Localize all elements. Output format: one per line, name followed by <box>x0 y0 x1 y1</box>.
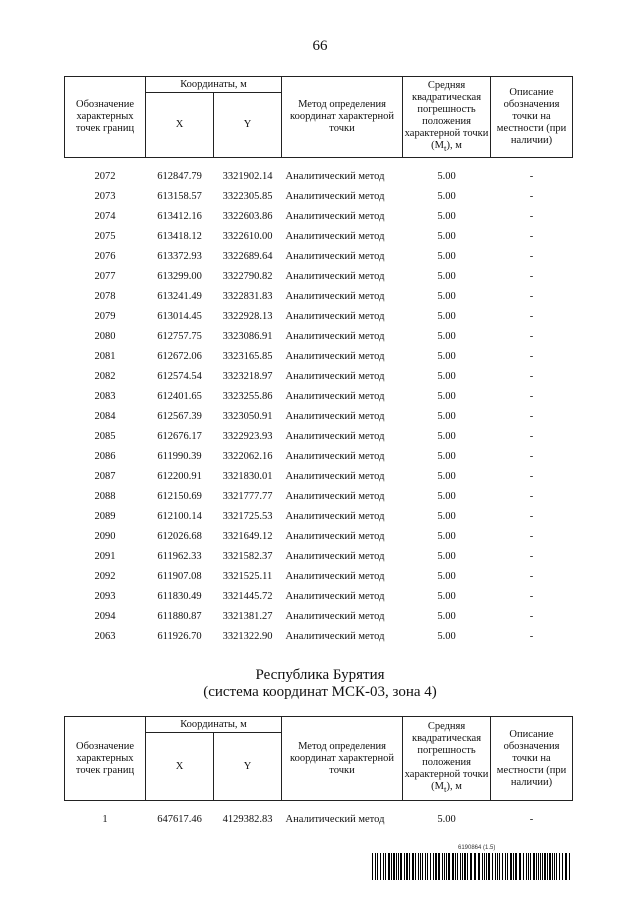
y-cell: 3323165.85 <box>222 351 273 362</box>
barcode-bar <box>540 853 541 880</box>
method-cell: Аналитический метод <box>285 611 385 622</box>
error-cell: 5.00 <box>437 331 456 342</box>
barcode-bar <box>433 853 434 880</box>
spacer-row <box>65 801 573 811</box>
barcode-bar <box>375 853 376 880</box>
y-cell: 3323255.86 <box>222 391 273 402</box>
barcode-bar <box>385 853 386 880</box>
barcode-bar <box>530 853 531 880</box>
method-cell: Аналитический метод <box>285 271 385 282</box>
y-cell: 3323050.91 <box>222 411 273 422</box>
error-cell: 5.00 <box>437 591 456 602</box>
method-cell: Аналитический метод <box>285 331 385 342</box>
y-cell: 3321649.12 <box>222 531 273 542</box>
header-designation: Обозначение характерных точек границ <box>65 77 146 158</box>
description-cell: - <box>529 351 534 362</box>
error-cell: 5.00 <box>437 531 456 542</box>
description-cell: - <box>529 411 534 422</box>
barcode-bar <box>474 853 476 880</box>
error-cell: 5.00 <box>437 611 456 622</box>
page-number: 66 <box>312 38 328 54</box>
description-cell: - <box>529 611 534 622</box>
error-cell: 5.00 <box>437 551 456 562</box>
barcode <box>372 853 572 880</box>
description-cell: - <box>529 171 534 182</box>
x-cell: 612200.91 <box>157 471 202 482</box>
y-cell: 3322603.86 <box>222 211 273 222</box>
barcode-bar <box>372 853 373 880</box>
barcode-bar <box>497 853 498 880</box>
method-cell: Аналитический метод <box>285 371 385 382</box>
point-id-cell: 2082 <box>94 371 116 382</box>
header-y: Y <box>214 93 282 158</box>
y-cell: 3322610.00 <box>222 231 273 242</box>
table-row <box>65 567 573 587</box>
point-id-cell: 2091 <box>94 551 116 562</box>
method-cell: Аналитический метод <box>285 571 385 582</box>
y-cell: 3321777.77 <box>222 491 273 502</box>
point-id-cell: 2093 <box>94 591 116 602</box>
barcode-bar <box>457 853 458 880</box>
y-cell: 3321322.90 <box>222 631 273 642</box>
x-cell: 612150.69 <box>157 491 202 502</box>
x-cell: 612672.06 <box>157 351 202 362</box>
x-cell: 612847.79 <box>157 171 202 182</box>
method-cell: Аналитический метод <box>285 471 385 482</box>
y-cell: 3322831.83 <box>222 291 273 302</box>
x-cell: 613158.57 <box>157 191 202 202</box>
header-error-text: Средняя квадратическая погрешность положения характерной точки (M <box>404 79 489 151</box>
error-cell: 5.00 <box>437 291 456 302</box>
method-cell: Аналитический метод <box>285 291 385 302</box>
method-cell: Аналитический метод <box>285 211 385 222</box>
point-id-cell: 2090 <box>94 531 116 542</box>
description-cell: - <box>529 391 534 402</box>
x-cell: 612100.14 <box>157 511 202 522</box>
barcode-bar <box>455 853 456 880</box>
method-cell: Аналитический метод <box>285 431 385 442</box>
barcode-bar <box>422 853 423 880</box>
error-cell: 5.00 <box>437 271 456 282</box>
point-id-cell: 2076 <box>94 251 116 262</box>
method-cell: Аналитический метод <box>285 231 385 242</box>
y-cell: 3321525.11 <box>222 571 273 582</box>
y-cell: 3322928.13 <box>222 311 273 322</box>
method-cell: Аналитический метод <box>285 631 385 642</box>
barcode-bar <box>533 853 535 880</box>
table-row <box>65 187 573 207</box>
y-cell: 3321381.27 <box>222 611 273 622</box>
barcode-bar <box>415 853 416 880</box>
error-cell: 5.00 <box>437 191 456 202</box>
method-cell: Аналитический метод <box>285 311 385 322</box>
error-cell: 5.00 <box>437 451 456 462</box>
barcode-bar <box>562 853 563 880</box>
y-cell: 3322689.64 <box>222 251 273 262</box>
x-cell: 611962.33 <box>157 551 202 562</box>
description-cell: - <box>529 631 534 642</box>
x-cell: 611907.08 <box>157 571 202 582</box>
header-x: X <box>146 93 214 158</box>
method-cell: Аналитический метод <box>285 451 385 462</box>
barcode-bar <box>412 853 414 880</box>
barcode-bar <box>547 853 548 880</box>
y-cell: 3322062.16 <box>222 451 273 462</box>
barcode-bar <box>565 853 567 880</box>
barcode-bar <box>569 853 570 880</box>
barcode-bar <box>526 853 527 880</box>
description-cell: - <box>529 331 534 342</box>
barcode-bar <box>556 853 557 880</box>
section-coordinate-system: (система координат МСК-03, зона 4) <box>203 684 437 700</box>
x-cell: 611880.87 <box>157 611 202 622</box>
error-cell: 5.00 <box>437 571 456 582</box>
barcode-bar <box>515 853 517 880</box>
barcode-bar <box>430 853 431 880</box>
point-id-cell: 2094 <box>94 611 116 622</box>
barcode-bar <box>425 853 426 880</box>
barcode-bar <box>438 853 440 880</box>
point-id-cell: 2092 <box>94 571 116 582</box>
y-cell: 3323086.91 <box>222 331 273 342</box>
point-id-cell: 2080 <box>94 331 116 342</box>
x-cell: 612401.65 <box>157 391 202 402</box>
description-cell: - <box>529 551 534 562</box>
error-cell: 5.00 <box>437 231 456 242</box>
description-cell: - <box>529 371 534 382</box>
x-cell: 612026.68 <box>157 531 202 542</box>
barcode-bar <box>396 853 397 880</box>
barcode-bar <box>544 853 546 880</box>
barcode-bar <box>484 853 485 880</box>
barcode-bar <box>427 853 428 880</box>
x-cell: 612757.75 <box>157 331 202 342</box>
x-cell: 613014.45 <box>157 311 202 322</box>
point-id-cell: 2079 <box>94 311 116 322</box>
error-cell: 5.00 <box>437 471 456 482</box>
point-id-cell: 2086 <box>94 451 116 462</box>
barcode-bar <box>502 853 503 880</box>
table-row <box>65 307 573 327</box>
y-cell: 3321902.14 <box>222 171 273 182</box>
barcode-bar <box>505 853 506 880</box>
description-cell: - <box>529 571 534 582</box>
error-cell: 5.00 <box>437 431 456 442</box>
method-cell: Аналитический метод <box>285 351 385 362</box>
barcode-bar <box>383 853 384 880</box>
barcode-bar <box>377 853 378 880</box>
x-cell: 611990.39 <box>157 451 202 462</box>
barcode-bar <box>452 853 454 880</box>
header-y: Y <box>214 733 282 801</box>
barcode-bar <box>470 853 472 880</box>
table-row <box>65 467 573 487</box>
header-description: Описание обозначения точки на местности (при наличии) <box>491 717 573 801</box>
table-row <box>65 327 573 347</box>
method-cell: Аналитический метод <box>285 491 385 502</box>
table-row <box>65 267 573 287</box>
x-cell: 613372.93 <box>157 251 202 262</box>
header-error <box>403 77 491 158</box>
y-cell: 4129382.83 <box>222 814 273 825</box>
barcode-bar <box>507 853 508 880</box>
barcode-caption: 6190864 (1.5) <box>458 845 496 851</box>
table-row <box>65 207 573 227</box>
description-cell: - <box>529 431 534 442</box>
x-cell: 611830.49 <box>157 591 202 602</box>
table-row <box>65 507 573 527</box>
method-cell: Аналитический метод <box>285 251 385 262</box>
barcode-bar <box>523 853 524 880</box>
barcode-bar <box>542 853 543 880</box>
x-cell: 612567.39 <box>157 411 202 422</box>
error-cell: 5.00 <box>437 411 456 422</box>
table-row <box>65 227 573 247</box>
error-cell: 5.00 <box>437 171 456 182</box>
barcode-bar <box>420 853 421 880</box>
point-id-cell: 2084 <box>94 411 116 422</box>
error-cell: 5.00 <box>437 371 456 382</box>
error-cell: 5.00 <box>437 814 456 825</box>
point-id-cell: 2087 <box>94 471 116 482</box>
barcode-bar <box>388 853 390 880</box>
table-row <box>65 527 573 547</box>
description-cell: - <box>529 211 534 222</box>
header-coordinates: Координаты, м <box>146 77 282 93</box>
barcode-bar <box>444 853 445 880</box>
header-x: X <box>146 733 214 801</box>
method-cell: Аналитический метод <box>285 171 385 182</box>
error-cell: 5.00 <box>437 211 456 222</box>
barcode-bar <box>549 853 551 880</box>
header-error-text: Средняя квадратическая погрешность положения характерной точки (M <box>404 721 489 793</box>
coordinates-table-2 <box>64 716 573 830</box>
barcode-bar <box>488 853 490 880</box>
header-designation: Обозначение характерных точек границ <box>65 717 146 801</box>
barcode-bar <box>513 853 514 880</box>
error-cell: 5.00 <box>437 391 456 402</box>
barcode-bar <box>519 853 521 880</box>
table-row <box>65 587 573 607</box>
point-id-cell: 2074 <box>94 211 116 222</box>
barcode-bar <box>559 853 560 880</box>
x-cell: 613241.49 <box>157 291 202 302</box>
method-cell: Аналитический метод <box>285 591 385 602</box>
table-row <box>65 247 573 267</box>
error-cell: 5.00 <box>437 491 456 502</box>
point-id-cell: 2081 <box>94 351 116 362</box>
description-cell: - <box>529 511 534 522</box>
method-cell: Аналитический метод <box>285 391 385 402</box>
point-id-cell: 2075 <box>94 231 116 242</box>
error-cell: 5.00 <box>437 311 456 322</box>
section-region-title: Республика Бурятия <box>255 667 385 683</box>
point-id-cell: 2078 <box>94 291 116 302</box>
table-body <box>65 801 573 831</box>
description-cell: - <box>529 814 534 825</box>
header-error-subscript: t <box>444 784 447 795</box>
description-cell: - <box>529 491 534 502</box>
table-row <box>65 287 573 307</box>
table-row <box>65 607 573 627</box>
y-cell: 3322923.93 <box>222 431 273 442</box>
point-id-cell: 2089 <box>94 511 116 522</box>
description-cell: - <box>529 251 534 262</box>
table-row <box>65 627 573 647</box>
y-cell: 3321445.72 <box>222 591 273 602</box>
barcode-bar <box>380 853 381 880</box>
point-id-cell: 2077 <box>94 271 116 282</box>
barcode-bar <box>554 853 555 880</box>
method-cell: Аналитический метод <box>285 531 385 542</box>
description-cell: - <box>529 291 534 302</box>
table-row <box>65 367 573 387</box>
barcode-bar <box>510 853 512 880</box>
error-cell: 5.00 <box>437 631 456 642</box>
y-cell: 3321725.53 <box>222 511 273 522</box>
y-cell: 3321830.01 <box>222 471 273 482</box>
table-row <box>65 427 573 447</box>
barcode-bar <box>552 853 553 880</box>
description-cell: - <box>529 191 534 202</box>
barcode-bar <box>482 853 483 880</box>
barcode-bar <box>446 853 447 880</box>
barcode-bar <box>448 853 450 880</box>
x-cell: 613412.16 <box>157 211 202 222</box>
x-cell: 612676.17 <box>157 431 202 442</box>
method-cell: Аналитический метод <box>285 551 385 562</box>
header-error-tail: ), м <box>446 139 462 151</box>
barcode-bar <box>398 853 399 880</box>
description-cell: - <box>529 531 534 542</box>
table-row <box>65 810 573 830</box>
y-cell: 3322305.85 <box>222 191 273 202</box>
header-error <box>403 717 491 801</box>
barcode-bar <box>418 853 419 880</box>
table-row <box>65 547 573 567</box>
description-cell: - <box>529 231 534 242</box>
method-cell: Аналитический метод <box>285 191 385 202</box>
barcode-bar <box>462 853 463 880</box>
y-cell: 3323218.97 <box>222 371 273 382</box>
barcode-bar <box>400 853 402 880</box>
x-cell: 613299.00 <box>157 271 202 282</box>
barcode-bar <box>492 853 493 880</box>
barcode-bar <box>435 853 437 880</box>
barcode-bar <box>495 853 496 880</box>
barcode-bar <box>486 853 487 880</box>
x-cell: 612574.54 <box>157 371 202 382</box>
error-cell: 5.00 <box>437 251 456 262</box>
table-row <box>65 487 573 507</box>
x-cell: 613418.12 <box>157 231 202 242</box>
description-cell: - <box>529 471 534 482</box>
x-cell: 611926.70 <box>157 631 202 642</box>
description-cell: - <box>529 591 534 602</box>
barcode-bar <box>478 853 480 880</box>
header-coordinates: Координаты, м <box>146 717 282 733</box>
point-id-cell: 2083 <box>94 391 116 402</box>
point-id-cell: 2085 <box>94 431 116 442</box>
x-cell: 647617.46 <box>157 814 202 825</box>
point-id-cell: 1 <box>102 814 108 825</box>
header-description: Описание обозначения точки на местности (при наличии) <box>491 77 573 158</box>
description-cell: - <box>529 271 534 282</box>
point-id-cell: 2088 <box>94 491 116 502</box>
error-cell: 5.00 <box>437 351 456 362</box>
description-cell: - <box>529 451 534 462</box>
barcode-bar <box>409 853 410 880</box>
point-id-cell: 2073 <box>94 191 116 202</box>
barcode-bar <box>499 853 500 880</box>
y-cell: 3321582.37 <box>222 551 273 562</box>
header-error-tail: ), м <box>446 781 462 793</box>
barcode-bar <box>460 853 461 880</box>
point-id-cell: 2063 <box>94 631 116 642</box>
barcode-bar <box>393 853 395 880</box>
barcode-bar <box>404 853 405 880</box>
method-cell: Аналитический метод <box>285 511 385 522</box>
barcode-bar <box>467 853 468 880</box>
barcode-bar <box>538 853 539 880</box>
barcode-bar <box>464 853 466 880</box>
y-cell: 3322790.82 <box>222 271 273 282</box>
coordinates-table <box>64 76 573 647</box>
barcode-bar <box>406 853 408 880</box>
table-body <box>65 158 573 648</box>
barcode-bar <box>536 853 537 880</box>
table-row <box>65 167 573 187</box>
spacer-row <box>65 158 573 168</box>
barcode-bar <box>442 853 443 880</box>
header-method: Метод определения координат характерной точки <box>282 77 403 158</box>
method-cell: Аналитический метод <box>285 814 385 825</box>
barcode-bar <box>528 853 529 880</box>
table-row <box>65 387 573 407</box>
table-row <box>65 347 573 367</box>
table-row <box>65 407 573 427</box>
header-error-subscript: t <box>444 143 447 154</box>
header-method: Метод определения координат характерной точки <box>282 717 403 801</box>
point-id-cell: 2072 <box>94 171 116 182</box>
barcode-bar <box>391 853 392 880</box>
error-cell: 5.00 <box>437 511 456 522</box>
description-cell: - <box>529 311 534 322</box>
method-cell: Аналитический метод <box>285 411 385 422</box>
table-row <box>65 447 573 467</box>
